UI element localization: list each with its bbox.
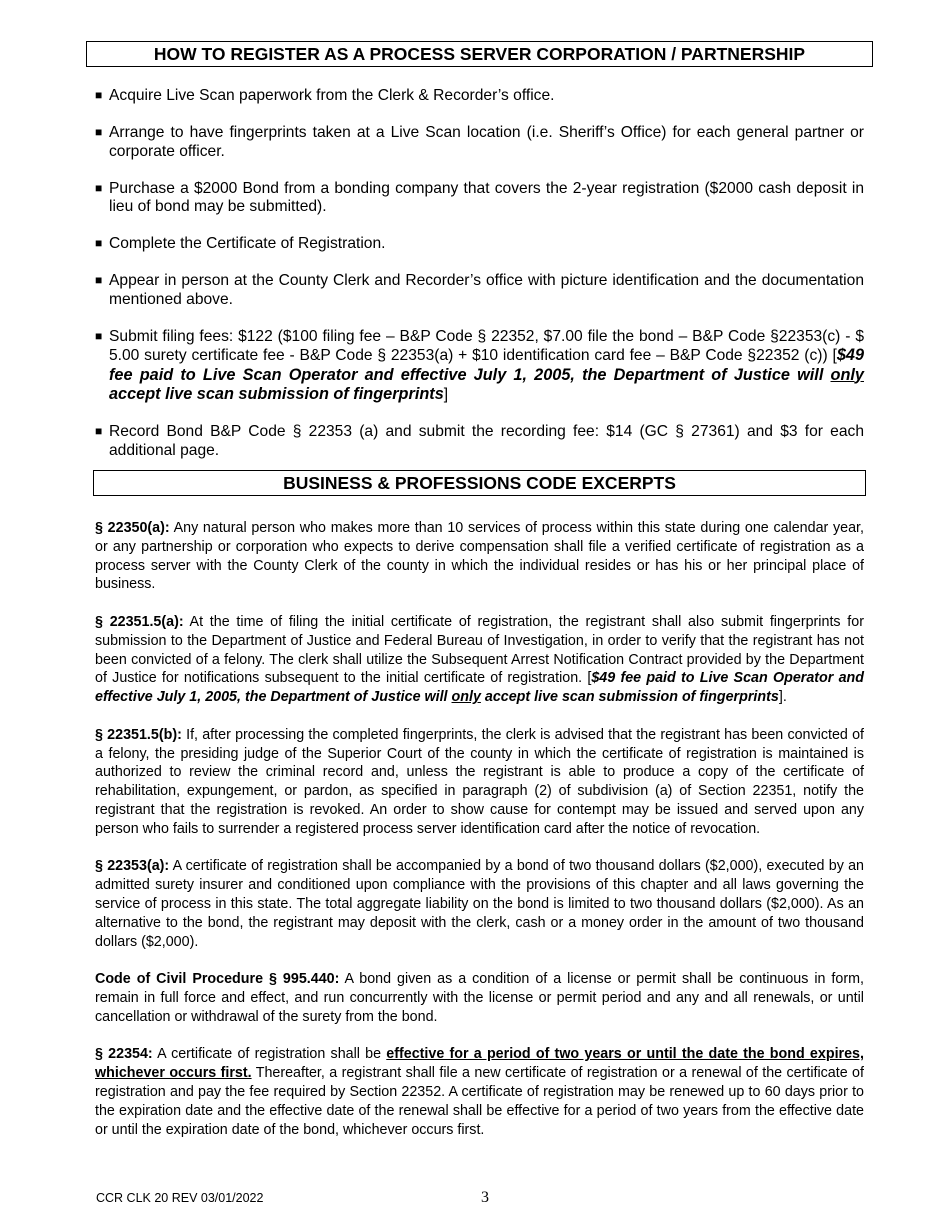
live-scan-notice: $49 fee paid to Live Scan Operator and effective July 1, 2005, the Department of Justice will only accept live scan submission of fingerprints <box>109 346 864 403</box>
step-text: Purchase a $2000 Bond from a bonding company that covers the 2-year registration ($2000 cash deposit in lieu of bond may be submitted). <box>109 179 864 215</box>
form-id: CCR CLK 20 REV 03/01/2022 <box>96 1191 264 1205</box>
page-number: 3 <box>481 1189 489 1206</box>
excerpt-22351-5b: § 22351.5(b): If, after processing the completed fingerprints, the clerk is advised that the registrant has been convicted of a felony, the presiding judge of the Superior Court of the county in which the certificate of registration is maintained is authorized to review the criminal record and, unless the registrant is able to produce a copy of the certificate of rehabilitation, expungement, or pardon, as specified in paragraph (2) of subdivision (a) of Section 22351, notify the registrant that the registration is revoked. An order to show cause for contempt may be issued and served upon any person who fails to surrender a registered process server identification card after the notice of revocation. <box>95 726 864 837</box>
bullet-square-icon: ■ <box>95 424 103 438</box>
list-item <box>95 271 864 309</box>
excerpt-22350a: § 22350(a): Any natural person who makes more than 10 services of process within this state during one calendar year, or any partnership or corporation who expects to derive compensation shall file a verified certificate of registration as a process server with the County Clerk of the county in which the individual resides or has his or her principal place of business. <box>95 520 864 593</box>
bullet-square-icon: ■ <box>95 328 103 343</box>
excerpt-22354: § 22354: A certificate of registration shall be effective for a period of two years or until the date the bond expires, whichever occurs first. Thereafter, a registrant shall file a new certificate of registration or a renewal of the certificate of registration and pay the fee required by Section 22352. A certificate of registration may be renewed up to 60 days prior to the expiration date and the effective date of the renewal shall be effective for a period of two years from the effective date or until the expiration date of the bond, whichever occurs first. <box>95 1046 864 1138</box>
bullet-square-icon: ■ <box>95 88 103 102</box>
code-excerpts <box>95 519 864 1158</box>
excerpt-22353a: § 22353(a): A certificate of registration shall be accompanied by a bond of two thousand dollars ($2,000), executed by an admitted surety insurer and conditioned upon compliance with the provisions of this chapter and all laws governing the service of process in this state. The total aggregate liability on the bond is limited to two thousand dollars ($2,000). As an alternative to the bond, the registrant may deposit with the clerk, cash or a money order in the amount of two thousand dollars ($2,000). <box>95 858 864 950</box>
excerpt-22351-5a: § 22351.5(a): At the time of filing the initial certificate of registration, the registrant shall also submit fingerprints for submission to the Department of Justice and Federal Bureau of Investigation, in order to verify that the registrant has not been convicted of a felony. The clerk shall utilize the Subsequent Arrest Notification Contract provided by the Department of Justice for notifications subsequent to the initial certificate of registration. [$49 fee paid to Live Scan Operator and effective July 1, 2005, the Department of Justice will only accept live scan submission of fingerprints]. <box>95 613 865 706</box>
step-text: Submit filing fees: $122 ($100 filing fee – B&P Code § 22352, $7.00 file the bond – B&P Code §22353(c) - $ 5.00 surety certificate fee - B&P Code § 22353(a) + $10 identification card fee – B&P Code §22352 (c)) [ <box>109 327 864 364</box>
step-text: Record Bond B&P Code § 22353 (a) and submit the recording fee: $14 (GC § 27361) and $3 for each additional page. <box>109 423 864 459</box>
bullet-square-icon: ■ <box>95 236 103 250</box>
list-item <box>95 179 864 217</box>
step-text: Arrange to have fingerprints taken at a Live Scan location (i.e. Sheriff’s Office) for each general partner or corporate officer. <box>109 124 864 160</box>
list-item <box>95 86 864 106</box>
live-scan-notice: $49 fee paid to Live Scan Operator and effective July 1, 2005, the Department of Justice will only accept live scan submission of fingerprints <box>95 670 865 706</box>
bullet-square-icon: ■ <box>95 125 103 139</box>
bullet-square-icon: ■ <box>95 180 103 195</box>
list-item: ■ Submit filing fees: $122 ($100 filing fee – B&P Code § 22352, $7.00 file the bond – B&P Code §22353(c) - $ 5.00 surety certificate fee - B&P Code § 22353(a) + $10 identification card fee – B&P Code §22352 (c)) [$49 fee paid to Live Scan Operator and effective July 1, 2005, the Department of Justice will only accept live scan submission of fingerprints] <box>95 327 864 403</box>
step-text: Complete the Certificate of Registration. <box>109 235 386 252</box>
bullet-square-icon: ■ <box>95 273 103 287</box>
excerpt-ccp-995-440: Code of Civil Procedure § 995.440: A bond given as a condition of a license or permit shall be continuous in form, remain in full force and effect, and run concurrently with the license or permit period and any and all renewals, or until cancellation or withdrawal of the surety from the bond. <box>95 971 864 1025</box>
section-title: BUSINESS & PROFESSIONS CODE EXCERPTS <box>93 470 866 496</box>
list-item <box>95 422 864 460</box>
step-text: Acquire Live Scan paperwork from the Clerk & Recorder’s office. <box>109 87 555 104</box>
step-text: Appear in person at the County Clerk and Recorder’s office with picture identification and the documentation mentioned above. <box>109 272 864 308</box>
page-title: HOW TO REGISTER AS A PROCESS SERVER CORPORATION / PARTNERSHIP <box>86 41 873 67</box>
list-item <box>95 234 864 254</box>
registration-steps-list <box>95 86 864 478</box>
list-item <box>95 123 864 161</box>
